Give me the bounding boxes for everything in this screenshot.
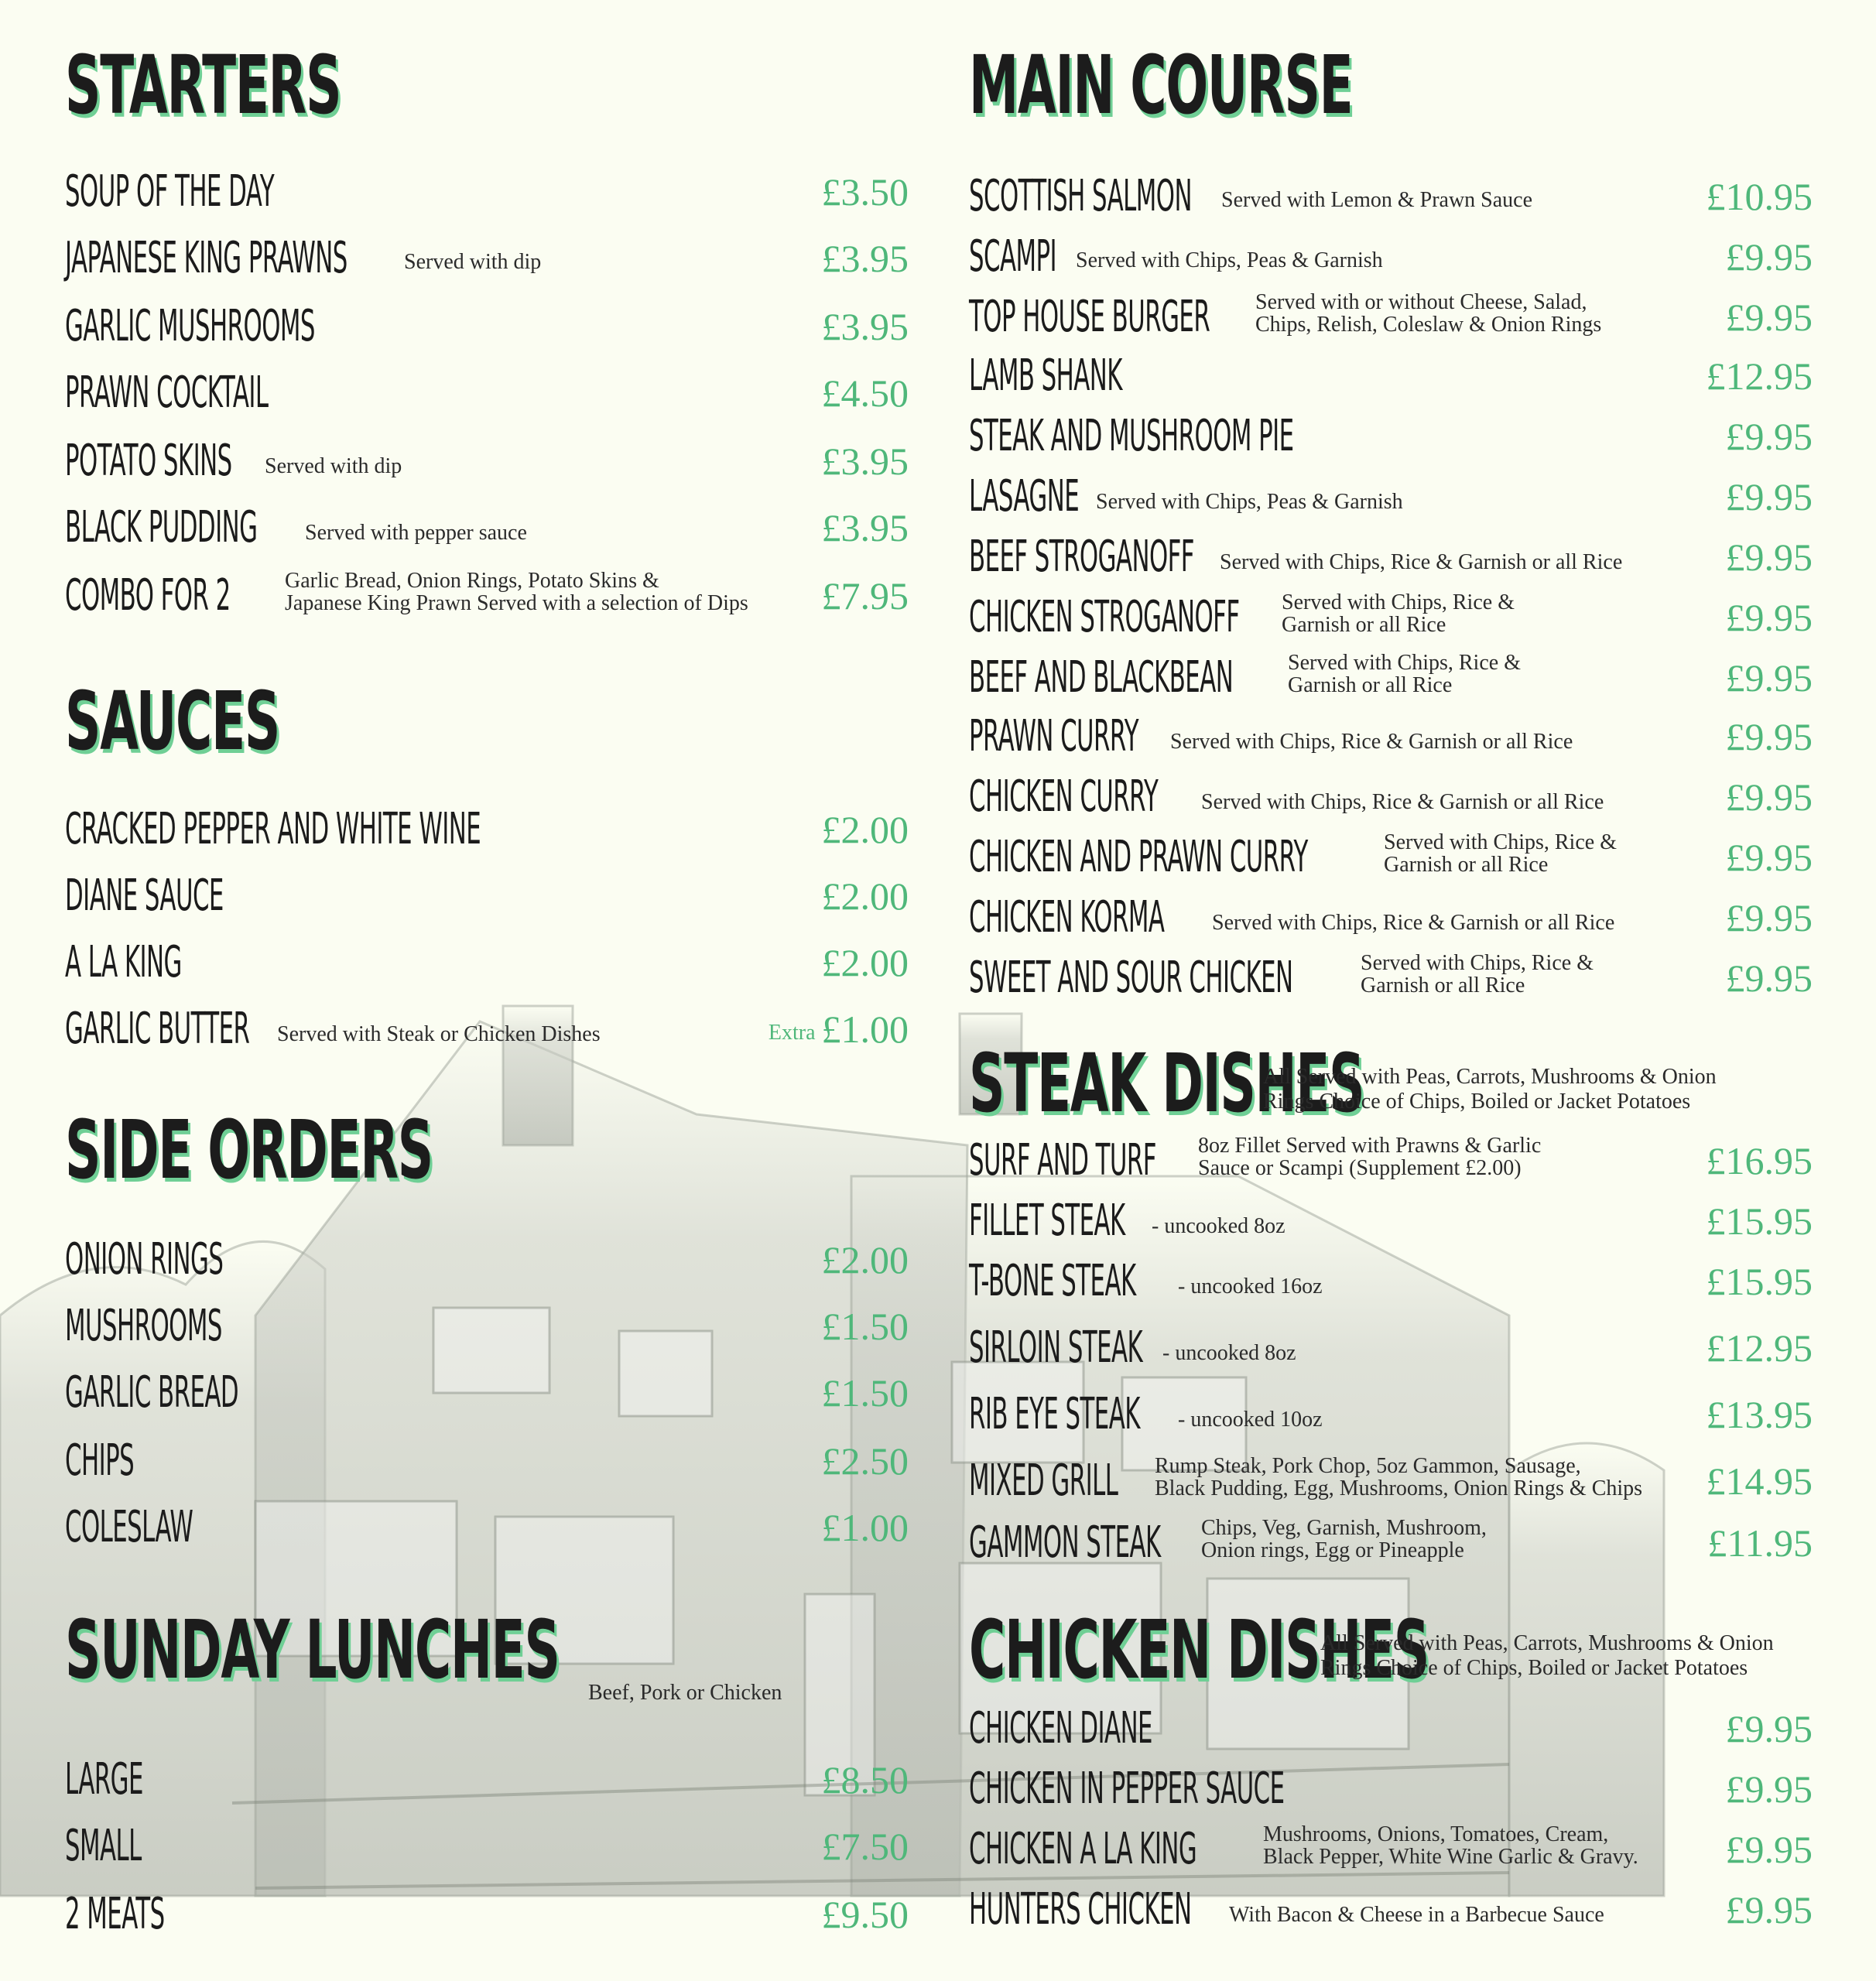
steak-dishes-section [969, 1036, 1813, 1568]
item-description: Mushrooms, Onions, Tomatoes, Cream, Black Pepper, White Wine Garlic & Gravy. [1263, 1822, 1638, 1869]
item-price: £1.50 [821, 1371, 909, 1415]
item-name: SCOTTISH SALMON [969, 171, 1192, 221]
item-name: GARLIC BREAD [65, 1367, 239, 1418]
item-description: Garlic Bread, Onion Rings, Potato Skins & Japanese King Prawn Served with a selection of Dips [285, 569, 748, 615]
menu-item [65, 438, 909, 484]
item-price: £8.50 [821, 1758, 909, 1801]
menu-item [65, 1006, 909, 1052]
item-price: £9.95 [1725, 1767, 1813, 1811]
item-description: - uncooked 16oz [1178, 1274, 1323, 1298]
menu-item [969, 590, 1813, 642]
item-price: £3.50 [821, 170, 909, 214]
menu-item [65, 1891, 909, 1938]
item-description: Served with Lemon & Prawn Sauce [1221, 188, 1533, 212]
item-description: Served with dip [404, 250, 542, 274]
menu-item [969, 353, 1813, 399]
starters-heading: STARTERS [65, 38, 341, 132]
menu-item [969, 774, 1813, 820]
sauces-heading: SAUCES [65, 674, 280, 768]
menu-item [65, 370, 909, 416]
menu-item [65, 1823, 909, 1870]
item-description: 8oz Fillet Served with Prawns & Garlic Sauce or Scampi (Supplement £2.00) [1198, 1134, 1542, 1180]
item-name: PRAWN COCKTAIL [65, 368, 269, 418]
menu-item [969, 1258, 1813, 1305]
item-name: HUNTERS CHICKEN [969, 1884, 1192, 1935]
menu-item [969, 413, 1813, 460]
item-price: £9.95 [1725, 415, 1813, 458]
item-price: £7.95 [821, 574, 909, 618]
sunday-lunches-section [65, 1603, 909, 1939]
item-description: Served with or without Cheese, Salad, Chips, Relish, Coleslaw & Onion Rings [1255, 290, 1602, 337]
item-name: GARLIC MUSHROOMS [65, 301, 315, 351]
item-name: COLESLAW [65, 1502, 193, 1552]
item-name: CHICKEN A LA KING [969, 1824, 1197, 1874]
item-price: £1.50 [821, 1305, 909, 1348]
item-price: £9.95 [1725, 596, 1813, 639]
item-price: £10.95 [1706, 175, 1813, 218]
menu-item [969, 1766, 1813, 1812]
menu-item [969, 1391, 1813, 1438]
item-name: TOP HOUSE BURGER [969, 292, 1210, 342]
item-name: POTATO SKINS [65, 436, 232, 486]
item-price: £2.00 [821, 1238, 909, 1281]
sunday-lunches-heading: SUNDAY LUNCHES [65, 1603, 560, 1697]
steak-dishes-note: All Served with Peas, Carrots, Mushrooms & Onion Rings Choice of Chips, Boiled or Jacket Potatoes [1263, 1065, 1717, 1114]
menu-item [65, 166, 909, 217]
item-price: £9.95 [1725, 715, 1813, 758]
item-price: £2.00 [821, 808, 909, 851]
item-price: £12.95 [1706, 354, 1813, 398]
item-name: COMBO FOR 2 [65, 570, 231, 621]
menu-item [65, 235, 909, 282]
item-name: RIB EYE STEAK [969, 1389, 1140, 1439]
item-name: BEEF AND BLACKBEAN [969, 652, 1234, 703]
menu-item [969, 830, 1813, 882]
item-description: Served with Chips, Rice & Garnish or all Rice [1384, 830, 1617, 877]
item-name: CHICKEN STROGANOFF [969, 592, 1240, 642]
menu-item [65, 1234, 909, 1285]
item-price: £16.95 [1706, 1139, 1813, 1182]
item-description: Served with Chips, Rice & Garnish or all Rice [1212, 911, 1615, 935]
item-price: £9.95 [1725, 896, 1813, 939]
menu-item [969, 1134, 1813, 1186]
extra-label: Extra [768, 1021, 816, 1045]
item-description: With Bacon & Cheese in a Barbecue Sauce [1229, 1903, 1604, 1927]
menu-item [65, 806, 909, 853]
item-price: £3.95 [821, 237, 909, 280]
item-description: - uncooked 8oz [1152, 1214, 1285, 1238]
item-name: GAMMON STEAK [969, 1517, 1161, 1568]
item-price: £7.50 [821, 1825, 909, 1868]
item-description: Served with Chips, Peas & Garnish [1076, 248, 1383, 272]
chicken-dishes-section [969, 1603, 1813, 1935]
item-name: BLACK PUDDING [65, 502, 258, 553]
item-price: £9.95 [1725, 956, 1813, 1000]
item-price: £2.50 [821, 1439, 909, 1483]
item-price: £15.95 [1706, 1260, 1813, 1303]
item-description: Rump Steak, Pork Chop, 5oz Gammon, Sausage, Black Pudding, Egg, Mushrooms, Onion Rings & Chips [1155, 1454, 1643, 1500]
menu-item [65, 1303, 909, 1350]
menu-item [969, 290, 1813, 342]
item-price: £11.95 [1707, 1521, 1813, 1565]
item-description: - uncooked 8oz [1162, 1341, 1296, 1365]
item-price: £12.95 [1706, 1326, 1813, 1370]
item-price: £9.95 [1725, 836, 1813, 879]
menu-item [65, 569, 909, 621]
item-price: £9.95 [1725, 1828, 1813, 1871]
item-name: CHICKEN DIANE [969, 1703, 1152, 1753]
item-price: £9.95 [1725, 535, 1813, 579]
item-name: CHICKEN AND PRAWN CURRY [969, 832, 1308, 882]
side-orders-section [65, 1103, 909, 1552]
menu-item [969, 534, 1813, 580]
menu-item [65, 1754, 909, 1805]
item-name: LAMB SHANK [969, 351, 1122, 401]
item-name: CHICKEN CURRY [969, 772, 1159, 822]
item-price: £9.50 [821, 1893, 909, 1936]
item-description: Served with Chips, Rice & Garnish or all Rice [1220, 550, 1623, 574]
menu-item [969, 173, 1813, 220]
menu-item [969, 1322, 1813, 1373]
item-description: Served with Chips, Rice & Garnish or all Rice [1288, 651, 1521, 697]
item-name: GARLIC BUTTER [65, 1004, 250, 1054]
menu-item [969, 1516, 1813, 1568]
item-price: £2.00 [821, 874, 909, 918]
item-price [769, 1006, 909, 1056]
item-name: SWEET AND SOUR CHICKEN [969, 953, 1293, 1003]
item-name: FILLET STEAK [969, 1196, 1125, 1246]
item-name: SCAMPI [969, 231, 1057, 282]
item-price: £4.50 [821, 371, 909, 415]
item-description: Served with Chips, Rice & Garnish or all Rice [1361, 951, 1594, 997]
item-price: £14.95 [1706, 1459, 1813, 1503]
item-name: MIXED GRILL [969, 1456, 1118, 1506]
item-price: £9.95 [1725, 296, 1813, 339]
item-name: A LA KING [65, 937, 182, 987]
item-description: Served with dip [265, 454, 402, 478]
starters-section [65, 38, 909, 621]
item-price: £3.95 [821, 440, 909, 483]
item-name: ONION RINGS [65, 1234, 224, 1285]
item-description: Served with Chips, Rice & Garnish or all Rice [1201, 790, 1604, 814]
menu-item [969, 1884, 1813, 1935]
item-description: Chips, Veg, Garnish, Mushroom, Onion rings, Egg or Pineapple [1201, 1516, 1487, 1562]
item-description: - uncooked 10oz [1178, 1408, 1323, 1432]
menu-item [969, 1198, 1813, 1244]
item-name: CHICKEN KORMA [969, 892, 1165, 943]
item-price: £3.95 [821, 506, 909, 549]
item-name: LARGE [65, 1754, 143, 1805]
item-price: £9.95 [1725, 1888, 1813, 1931]
steak-dishes-heading: STEAK DISHES [969, 1036, 1364, 1131]
menu-item [969, 471, 1813, 522]
item-name: SOUP OF THE DAY [65, 166, 275, 217]
menu-item [65, 1504, 909, 1551]
menu-item [65, 939, 909, 986]
sunday-lunches-note: Beef, Pork or Chicken [588, 1681, 782, 1705]
item-name: PRAWN CURRY [969, 711, 1139, 761]
item-name: CRACKED PEPPER AND WHITE WINE [65, 804, 481, 854]
item-description: Served with Chips, Peas & Garnish [1096, 490, 1403, 514]
menu-item [969, 1822, 1813, 1874]
item-price: £13.95 [1706, 1393, 1813, 1436]
menu-item [969, 1703, 1813, 1753]
menu-item [65, 1367, 909, 1418]
item-name: T-BONE STEAK [969, 1256, 1136, 1306]
menu-item [969, 651, 1813, 703]
menu-item [65, 873, 909, 919]
item-price: £9.95 [1725, 475, 1813, 518]
sauces-section [65, 674, 909, 1054]
chicken-dishes-note: All Served with Peas, Carrots, Mushrooms & Onion Rings Choice of Chips, Boiled or Jacket Potatoes [1320, 1631, 1774, 1680]
item-price: £15.95 [1706, 1199, 1813, 1243]
item-price: £2.00 [821, 941, 909, 984]
menu-item [969, 951, 1813, 1003]
item-name: CHICKEN IN PEPPER SAUCE [969, 1764, 1285, 1814]
item-description: Served with Chips, Rice & Garnish or all Rice [1282, 590, 1515, 637]
item-name: MUSHROOMS [65, 1301, 222, 1351]
price-value: £1.00 [821, 1008, 909, 1051]
item-name: DIANE SAUCE [65, 871, 224, 921]
item-name: JAPANESE KING PRAWNS [65, 233, 347, 283]
item-name: LASAGNE [969, 471, 1080, 522]
item-price: £3.95 [821, 305, 909, 348]
item-description: Served with pepper sauce [305, 521, 527, 545]
menu-item [969, 231, 1813, 282]
item-name: STEAK AND MUSHROOM PIE [969, 411, 1294, 461]
main-course-heading: MAIN COURSE [969, 38, 1353, 132]
item-price: £9.95 [1725, 1707, 1813, 1750]
item-name: SMALL [65, 1821, 142, 1871]
menu-item [65, 1435, 909, 1486]
item-price: £9.95 [1725, 235, 1813, 279]
menu-item [969, 713, 1813, 760]
menu-item [969, 1454, 1813, 1506]
item-name: SIRLOIN STEAK [969, 1322, 1143, 1373]
main-course-section [969, 38, 1813, 1003]
item-description: Served with Chips, Rice & Garnish or all Rice [1170, 730, 1573, 754]
item-name: BEEF STROGANOFF [969, 532, 1194, 582]
menu-item [65, 303, 909, 350]
item-name: CHIPS [65, 1435, 135, 1486]
chicken-dishes-heading: CHICKEN DISHES [969, 1603, 1429, 1697]
item-description: Served with Steak or Chicken Dishes [277, 1022, 601, 1046]
menu-item [65, 502, 909, 553]
item-name: SURF AND TURF [969, 1135, 1156, 1186]
item-price: £1.00 [821, 1506, 909, 1549]
item-price: £9.95 [1725, 656, 1813, 700]
side-orders-heading: SIDE ORDERS [65, 1103, 433, 1197]
item-price: £9.95 [1725, 775, 1813, 819]
item-name: 2 MEATS [65, 1889, 165, 1939]
menu-item [969, 892, 1813, 943]
